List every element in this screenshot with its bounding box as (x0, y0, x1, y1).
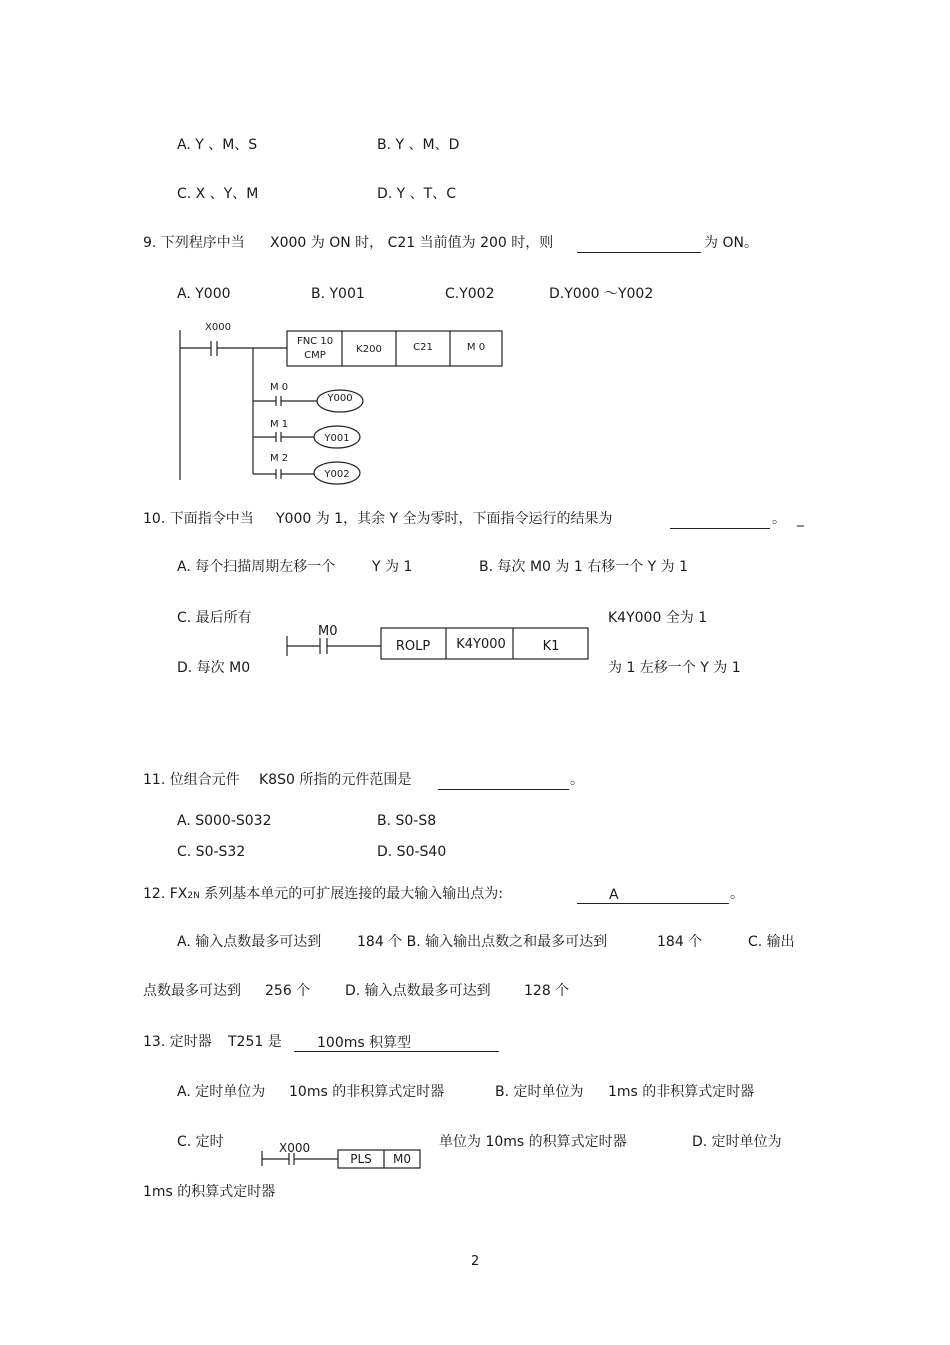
q11-option-d: D. S0-S40 (377, 844, 447, 860)
q13-contact-label: X000 (279, 1141, 311, 1155)
q11-stem-end: 。 (570, 772, 584, 788)
q9-branch-coil-2: Y002 (324, 469, 350, 480)
q13-answer: 100ms 积算型 (317, 1035, 412, 1051)
q13-option-c-tail: 单位为 10ms 的积算式定时器 (439, 1134, 627, 1150)
q9-branch-contact-0: M 0 (270, 382, 289, 393)
page-number: 2 (471, 1254, 480, 1269)
q13-stem-b: T251 是 (228, 1034, 282, 1050)
q9-start-bit: M 0 (466, 342, 486, 353)
q10-option-a-tail: Y 为 1 (372, 559, 413, 575)
q12-stem-a: 12. FX (143, 886, 188, 902)
q12-option-d: D. 输入点数最多可达到 (345, 983, 491, 999)
q9-stem-b: X000 为 ON 时， C21 当前值为 200 时，则 (270, 235, 554, 251)
q10-instr: ROLP (395, 639, 431, 654)
q8-option-a: A. Y 、M、S (177, 137, 258, 153)
q13-option-b-tail: 1ms 的非积算式定时器 (608, 1084, 755, 1100)
q13-option-b: B. 定时单位为 (495, 1084, 584, 1100)
q8-option-d: D. Y 、T、C (377, 186, 457, 202)
q9-k-value: K200 (356, 344, 382, 355)
q10-count: K1 (542, 639, 560, 654)
q11-option-c: C. S0-S32 (177, 844, 246, 860)
q12-option-c-tail: 256 个 (265, 983, 311, 999)
q9-branch-coil-0: Y000 (327, 393, 353, 404)
q13-stem-a: 13. 定时器 (143, 1034, 212, 1050)
q10-contact-label: M0 (318, 624, 338, 639)
q12-stem-sub: 2N (187, 891, 200, 901)
q12-option-d-tail: 128 个 (524, 983, 570, 999)
q12-option-c: C. 输出 (748, 934, 795, 950)
q10-option-d: D. 每次 M0 (177, 660, 251, 676)
q12-option-b-tail: 184 个 (657, 934, 703, 950)
q9-input-contact-label: X000 (205, 322, 231, 333)
q9-branch-coil-1: Y001 (324, 433, 350, 444)
q8-option-b: B. Y 、M、D (377, 137, 460, 153)
q9-branch-contact-2: M 2 (270, 453, 289, 464)
q11-option-b: B. S0-S8 (377, 813, 437, 829)
q13-option-d-tail: 1ms 的积算式定时器 (143, 1184, 276, 1200)
q13-option-a: A. 定时单位为 (177, 1084, 266, 1100)
q10-option-c: C. 最后所有 (177, 610, 252, 626)
q9-option-b: B. Y001 (311, 286, 365, 302)
q11-stem-b: K8S0 所指的元件范围是 (259, 772, 412, 788)
q10-stem-dash: _ (797, 511, 804, 527)
q9-stem-a: 9. 下列程序中当 (143, 235, 245, 251)
q13-instr: PLS (350, 1152, 372, 1166)
q9-option-a: A. Y000 (177, 286, 231, 302)
q10-option-b: B. 每次 M0 为 1 右移一个 Y 为 1 (479, 559, 689, 575)
q12-option-a-b: 184 个 B. 输入输出点数之和最多可达到 (357, 934, 608, 950)
q9-fnc-line2: CMP (304, 350, 326, 361)
q10-option-c-tail: K4Y000 全为 1 (608, 610, 708, 626)
q10-operand: K4Y000 (456, 637, 506, 652)
q11-stem-a: 11. 位组合元件 (143, 772, 240, 788)
q12-stem-end: 。 (730, 886, 744, 902)
q8-option-c: C. X 、Y、M (177, 186, 259, 202)
q12-stem-b: 系列基本单元的可扩展连接的最大输入输出点为: (204, 886, 503, 902)
q9-stem-c: 为 ON。 (704, 235, 758, 251)
q13-operand: M0 (393, 1152, 411, 1166)
q9-branch-contact-1: M 1 (270, 419, 289, 430)
q12-option-a: A. 输入点数最多可达到 (177, 934, 322, 950)
q13-option-d: D. 定时单位为 (692, 1134, 782, 1150)
q9-counter: C21 (413, 342, 433, 353)
q12-option-c-cont: 点数最多可达到 (143, 983, 241, 999)
q9-option-d: D.Y000 ～Y002 (549, 286, 654, 302)
q12-answer: A (609, 887, 619, 903)
q13-option-c: C. 定时 (177, 1134, 224, 1150)
q10-stem-b: Y000 为 1，其余 Y 全为零时，下面指令运行的结果为 (276, 511, 613, 527)
q10-option-d-tail: 为 1 左移一个 Y 为 1 (608, 660, 741, 676)
q13-option-a-tail: 10ms 的非积算式定时器 (289, 1084, 445, 1100)
q9-option-c: C.Y002 (445, 286, 495, 302)
q10-option-a: A. 每个扫描周期左移一个 (177, 559, 336, 575)
q9-fnc-line1: FNC 10 (296, 336, 334, 347)
q10-stem-end: 。 (772, 511, 786, 527)
q11-option-a: A. S000-S032 (177, 813, 272, 829)
q10-stem-a: 10. 下面指令中当 (143, 511, 254, 527)
